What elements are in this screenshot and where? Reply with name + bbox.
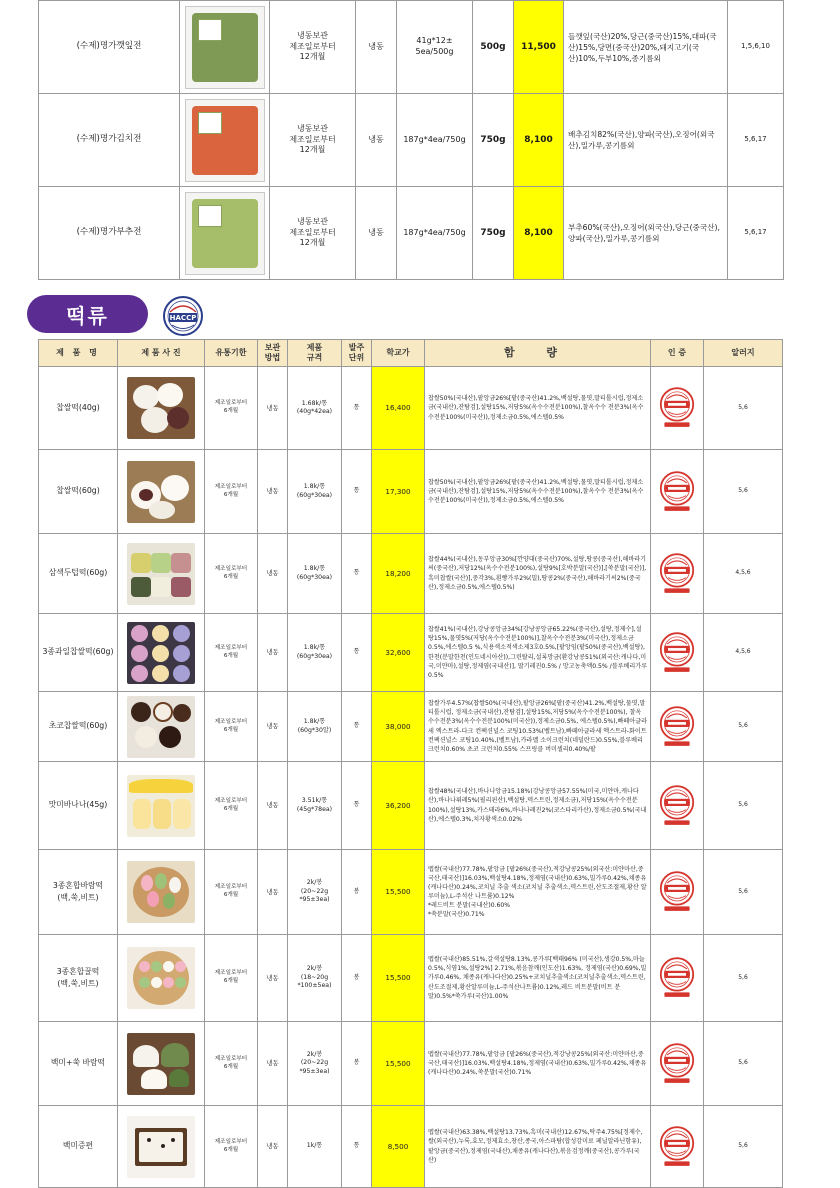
storage-method: 냉동 (258, 367, 288, 450)
storage-method: 냉동 (258, 1022, 288, 1106)
school-price: 17,300 (372, 450, 425, 534)
haccp-seal-icon (659, 956, 695, 1000)
allergens: 4,5,6 (704, 534, 783, 614)
school-price: 32,600 (372, 614, 425, 692)
school-price: 8,500 (372, 1106, 425, 1188)
shelf-life: 제조일로부터 6개월 (205, 450, 258, 534)
school-price: 8,100 (514, 94, 564, 187)
storage-method: 냉동 (258, 450, 288, 534)
order-unit: 통 (342, 692, 372, 762)
school-price: 38,000 (372, 692, 425, 762)
product-photo (127, 947, 195, 1009)
order-unit: 통 (342, 762, 372, 850)
product-photo (127, 861, 195, 923)
header-unit: 발주 단위 (342, 340, 372, 367)
product-spec: 1.8k/통 (60g*30ea) (288, 614, 342, 692)
ingredients: 멥쌀(국내산)77.78%,팥앙금 [팥26%(중국산),적강낭콩25%(외국산:미얀마산,중국산,태국산)]16.03%,백설탕4.18%,정제염(국내산)0.63%,밀가루0.42%,채종유(캐나다산)0.24%,쑥분말(국산)0.71% (425, 1022, 651, 1106)
storage-method: 냉동 (258, 692, 288, 762)
product-photo-cell (118, 450, 205, 534)
product-name: 삼색두텁떡(60g) (39, 534, 118, 614)
product-spec: 1.68k/통 (40g*42ea) (288, 367, 342, 450)
cert-cell (651, 1106, 704, 1188)
ingredients: 찹쌀50%(국내산),팥앙금26%[팥(중국산)41.2%,백설탕,물엿,말티톨시럽,정제소금(국내산),잔탐검],설탕15%,저당5%(옥수수전분100%),찰옥수수 전분3%(옥수수전분100%(미국산)),정제소금0.5%,에스텔0.5% (425, 367, 651, 450)
shelf-life: 제조일로부터 6개월 (205, 935, 258, 1022)
product-photo-cell (118, 935, 205, 1022)
order-unit: 통 (342, 534, 372, 614)
product-name: 3종혼합바람떡 (백,쑥,비트) (39, 850, 118, 935)
table-row (39, 367, 783, 450)
header-price: 학교가 (372, 340, 425, 367)
product-spec: 2k/봉 (18~20g *100±5ea) (288, 935, 342, 1022)
header-photo: 제 품 사 진 (118, 340, 205, 367)
school-price: 15,500 (372, 1022, 425, 1106)
header-spec: 제품 규격 (288, 340, 342, 367)
product-photo-cell (180, 1, 270, 94)
storage-method: 냉동 (258, 614, 288, 692)
cert-cell (651, 534, 704, 614)
product-photo-cell (118, 534, 205, 614)
product-photo (185, 6, 265, 89)
product-photo (127, 622, 195, 684)
cert-cell (651, 935, 704, 1022)
allergens: 1,5,6,10 (728, 1, 784, 94)
cert-cell (651, 692, 704, 762)
product-row (39, 94, 784, 187)
product-row (39, 187, 784, 280)
allergens: 5,6 (704, 1022, 783, 1106)
product-name: 찹쌀떡(60g) (39, 450, 118, 534)
haccp-seal-icon (659, 631, 695, 675)
allergens: 4,5,6 (704, 614, 783, 692)
product-photo-cell (118, 1022, 205, 1106)
product-spec: 187g*4ea/750g (397, 94, 473, 187)
product-spec: 1.8k/통 (60g*30ea) (288, 450, 342, 534)
haccp-seal-icon (659, 552, 695, 596)
haccp-seal-icon (659, 1042, 695, 1086)
product-photo (127, 461, 195, 523)
product-photo (127, 775, 195, 837)
product-photo (127, 1033, 195, 1095)
table-row (39, 534, 783, 614)
school-price: 16,400 (372, 367, 425, 450)
header-ingredients: 함 량 (425, 340, 651, 367)
shelf-life: 냉동보관 제조일로부터 12개월 (270, 94, 356, 187)
table-row (39, 614, 783, 692)
header-allergy: 알러지 (704, 340, 783, 367)
header-storage: 보관 방법 (258, 340, 288, 367)
allergens: 5,6 (704, 1106, 783, 1188)
storage-method: 냉동 (258, 762, 288, 850)
ingredients: 배추김치82%(국산),양파(국산),오징어(외국산),밀가루,콩기름외 (564, 94, 728, 187)
product-photo-cell (118, 692, 205, 762)
product-weight: 500g (473, 1, 514, 94)
product-photo (127, 543, 195, 605)
product-weight: 750g (473, 94, 514, 187)
rice-cake-table (38, 339, 783, 1188)
product-photo-cell (118, 850, 205, 935)
svg-text:HACCP: HACCP (169, 314, 197, 322)
ingredients: 찹쌀41%(국내산),강낭콩앙금34%[강낭콩앙금65.22%(중국산),설탕,정제수],설탕15%,물엿5%(저당(옥수수전분100%)],찰옥수수전분3%(미국산),정제소금0.5%,에스텔0.5 %,식용색소적색소제3호0.5%,[팥앙임(팥50%(중국산),백설탕),한천(분말한천(인도네시아산)),그린탈리,설록망금(환강낭콩51%(외국산:캐나다,미국,미얀마),설탕,정제염(국내산)], 딸기레진0.5% / 망고농축액0.5% /블루베리가루0.5% (425, 614, 651, 692)
cert-cell (651, 1022, 704, 1106)
allergens: 5,6 (704, 692, 783, 762)
header-name: 제 품 명 (39, 340, 118, 367)
cert-cell (651, 367, 704, 450)
table-row (39, 850, 783, 935)
shelf-life: 냉동보관 제조일로부터 12개월 (270, 187, 356, 280)
order-unit: 통 (342, 614, 372, 692)
product-photo-cell (180, 187, 270, 280)
product-photo (185, 192, 265, 275)
order-unit: 봉 (342, 850, 372, 935)
allergens: 5,6 (704, 935, 783, 1022)
table-row (39, 762, 783, 850)
product-spec: 2k/봉 (20~22g *95±3ea) (288, 1022, 342, 1106)
ingredients: 부추60%(국산),오징어(외국산),당근(중국산),양파(국산),밀가루,콩기름외 (564, 187, 728, 280)
order-unit: 봉 (342, 1022, 372, 1106)
product-name: (수제)명가깻잎전 (39, 1, 180, 94)
ingredients: 찹쌀48%(국내산),바나나앙금15.18%(강낭콩앙금57.55%(미국,미얀마,캐나다산),바나나퓌레5%(필리핀산),백설탕,덱스트린,정제소금),저당15%(옥수수전분100%),설탕13%,카스테라6%,바나나레진2%(코스타리카산),정제소금0.5%(국내산),에스텔0.3%,치자황색소0.02% (425, 762, 651, 850)
storage-method: 냉동 (356, 187, 397, 280)
haccp-badge-icon (163, 296, 203, 336)
product-name: 3종혼합꿀떡 (백,쑥,비트) (39, 935, 118, 1022)
table-row (39, 450, 783, 534)
product-name: 초코찹쌀떡(60g) (39, 692, 118, 762)
order-unit: 통 (342, 367, 372, 450)
product-photo (185, 99, 265, 182)
product-name: 찹쌀떡(40g) (39, 367, 118, 450)
allergens: 5,6 (704, 450, 783, 534)
storage-method: 냉동 (356, 1, 397, 94)
product-name: (수제)명가김치전 (39, 94, 180, 187)
product-name: 맛미바나나(45g) (39, 762, 118, 850)
product-photo-cell (118, 614, 205, 692)
cert-cell (651, 614, 704, 692)
product-weight: 750g (473, 187, 514, 280)
storage-method: 냉동 (258, 850, 288, 935)
school-price: 15,500 (372, 935, 425, 1022)
ingredients: 멥쌀(국내산)63.38%,백설탕13.73%,흑미(국내산)12.67%,탁주4.75%[정제수,쌀(외국산),누룩,효모,정제효소,창산,종국,아스파탐(합성감미료 페닐알라닌함유),팥앙금(중국산),정제염(국내산),채종유(캐나다산),볶음검정깨(중국산),콩가루(국산) (425, 1106, 651, 1188)
product-spec: 1.8k/통 (60g*30ea) (288, 534, 342, 614)
storage-method: 냉동 (356, 94, 397, 187)
ingredients: 들깻잎(국산)20%,당근(중국산)15%,대파(국산)15%,당면(중국산)20%,돼지고기(국산)10%,두부10%,종기름외 (564, 1, 728, 94)
ingredients: 멥쌀(국내산)85.51%,갈색설탕8.13%,콩가루[백태96% (미국산),생강0.5%,마늘0.5%,식염1%,설탕2%] 2.71%,볶음참깨(인도산)1.63%, 정제염(국산)0.69%,밀가루0.46%, 채종유(캐나다산)0.25%+코치닐추출색소(코치닐추출색소,덱스트린,산도조절제,황산알루미늄,L-주석산나트륨)0.12%,레드 비트분말(비트 분말)0.5%*쑥가루(국산)1.00% (425, 935, 651, 1022)
shelf-life: 제조일로부터 6개월 (205, 1106, 258, 1188)
product-photo-cell (118, 367, 205, 450)
product-spec: 2k/봉 (20~22g *95±3ea) (288, 850, 342, 935)
table-row (39, 692, 783, 762)
product-spec: 1.8k/통 (60g*30알) (288, 692, 342, 762)
product-row (39, 1, 784, 94)
storage-method: 냉동 (258, 935, 288, 1022)
haccp-seal-icon (659, 1125, 695, 1169)
product-spec: 187g*4ea/750g (397, 187, 473, 280)
table-row (39, 1106, 783, 1188)
school-price: 8,100 (514, 187, 564, 280)
ingredients: 찹쌀가루4.57%(찹쌀50%(국내산),팥앙금26%[팥(중국산)41.2%,백설탕,물엿,말티톨시럽, 정제소금(국내산),잔탐검],설탕15%,저당5%(옥수수전분100%), 찰옥수수전분3%(옥수수전분100%(미국산)),정제소금0.5%, 에스텔0.5%),빠떼아글라세 엑스트라-다크 컨팩션널스 코팅10.53%(벨트남),빠떼아글라세 엑스트라-화이트컨팩션널스 코팅10.40%,(벨트남),카라멜 소이크런치(네덜란드)0.55%,블루베리크런치0.60% 초코 크런치0.55% 스프링클 버미셀리0.40%/팥 (425, 692, 651, 762)
allergens: 5,6,17 (728, 187, 784, 280)
product-photo-cell (118, 1106, 205, 1188)
cert-cell (651, 850, 704, 935)
haccp-seal-icon (659, 784, 695, 828)
order-unit: 봉 (342, 935, 372, 1022)
allergens: 5,6 (704, 367, 783, 450)
product-photo (127, 1116, 195, 1178)
shelf-life: 제조일로부터 6개월 (205, 367, 258, 450)
ingredients: 멥쌀(국내산)77.78%,팥앙금 [팥26%(중국산),적강낭콩25%(외국산:미얀마산,중국산,태국산)]16.03%,백설탕4.18%,정제염(국내산)0.63%,밀가루0.42%,채종유(캐나다산)0.24%,코치닐 추출 색소(코치닐 추출색소,덱스트린,산도조절제,황산 알루미늄),L-주석산 나트륨)0.12% *레드비트 분말(국내산)0.60% *쑥분말(국산)0.71% (425, 850, 651, 935)
product-photo (127, 696, 195, 758)
order-unit: 통 (342, 1106, 372, 1188)
table-row (39, 1022, 783, 1106)
product-name: (수제)명가부추전 (39, 187, 180, 280)
school-price: 18,200 (372, 534, 425, 614)
shelf-life: 냉동보관 제조일로부터 12개월 (270, 1, 356, 94)
shelf-life: 제조일로부터 6개월 (205, 614, 258, 692)
haccp-seal-icon (659, 870, 695, 914)
shelf-life: 제조일로부터 6개월 (205, 1022, 258, 1106)
allergens: 5,6 (704, 850, 783, 935)
school-price: 11,500 (514, 1, 564, 94)
table-header-row (39, 340, 783, 367)
product-spec: 3.51k/통 (45g*78ea) (288, 762, 342, 850)
product-photo-cell (180, 94, 270, 187)
allergens: 5,6 (704, 762, 783, 850)
product-name: 3종과일찹쌀떡(60g) (39, 614, 118, 692)
cert-cell (651, 762, 704, 850)
product-photo-cell (118, 762, 205, 850)
header-shelf: 유통기한 (205, 340, 258, 367)
school-price: 15,500 (372, 850, 425, 935)
shelf-life: 제조일로부터 6개월 (205, 850, 258, 935)
order-unit: 통 (342, 450, 372, 534)
header-cert: 인 증 (651, 340, 704, 367)
frozen-jeon-table (38, 0, 784, 280)
shelf-life: 제조일로부터 6개월 (205, 762, 258, 850)
cert-cell (651, 450, 704, 534)
product-spec: 1k/통 (288, 1106, 342, 1188)
product-spec: 41g*12± 5ea/500g (397, 1, 473, 94)
ingredients: 찹쌀50%(국내산),팥앙금26%[팥(중국산)41.2%,백설탕,물엿,말티톨시럽,정제소금(국내산),잔탐검],설탕15%,저당5%(옥수수전분100%),찰옥수수 전분3%(옥수수전분100%(미국산)),정제소금0.5%,에스텔0.5% (425, 450, 651, 534)
product-name: 백미증편 (39, 1106, 118, 1188)
haccp-seal-icon (659, 386, 695, 430)
school-price: 36,200 (372, 762, 425, 850)
product-name: 백미+쑥 바람떡 (39, 1022, 118, 1106)
table-row (39, 935, 783, 1022)
haccp-seal-icon (659, 470, 695, 514)
allergens: 5,6,17 (728, 94, 784, 187)
ingredients: 찹쌀44%(국내산),동부앙금30%[깐양대(중국산)70%,설탕,땅콩(중국산),해바라기씨(중국산),저당12%(옥수수전분100%),설탕9%[호박분말(국산)],[쑥분말(국산)],흑미찹쌀(국산)],중각3%,흰빵가루2%(밀),땅콩2%(중국산),해바라기씨2%(중국산),정제소금0.5%,에스텔0.5%) (425, 534, 651, 614)
section-title: 떡류 (27, 295, 148, 333)
shelf-life: 제조일로부터 6개월 (205, 692, 258, 762)
storage-method: 냉동 (258, 1106, 288, 1188)
haccp-seal-icon (659, 705, 695, 749)
shelf-life: 제조일로부터 6개월 (205, 534, 258, 614)
storage-method: 냉동 (258, 534, 288, 614)
product-photo (127, 377, 195, 439)
